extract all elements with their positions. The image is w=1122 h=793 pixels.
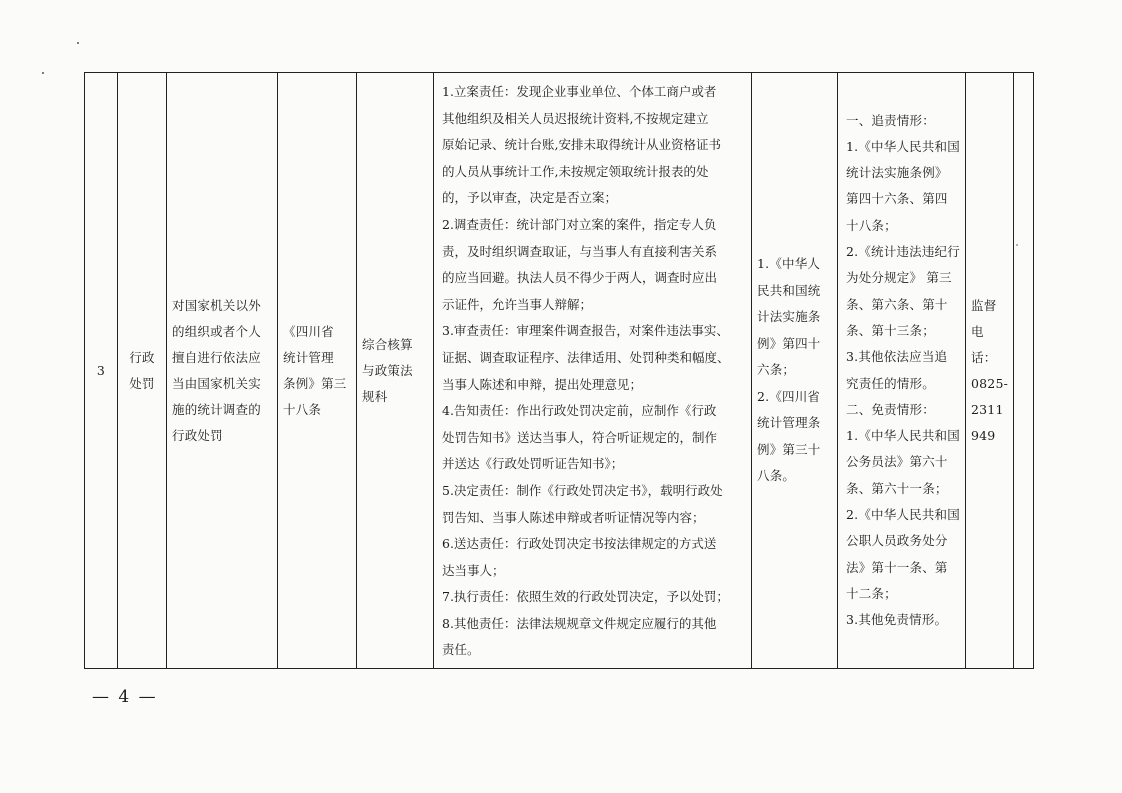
supervision-cell [966,73,1014,669]
power-item-name: 对国家机关以外 的组织或者个人 擅自进行依法应 当由国家机关实 施的统计调查的 行政处罚 [172,297,261,443]
responsible-department: 综合核算 与政策法 规科 [362,336,413,404]
responsibility-table [84,72,1034,669]
responsibility-items: 1.立案责任：发现企业事业单位、个体工商户或者 其他组织及相关人员迟报统计资料,不按规定建立 原始记录、统计台账,安排未取得统计从业资格证书 的人员从事统计工作,未按规定领取统计报表的处 的，予以审查，决定是否立案； 2.调查责任：统计部门对立案的案件，指定专人负 责，及时组织调查取证，与当事人有直接利害关系 的应当回避。执法人员不得少于两人，调查时应出 示证件，允许当事人辩解； 3.审查责任：审理案件调查报告，对案件违法事实、 证据、调查取证程序、法律适用、处罚种类和幅度、 当事人陈述和申辩，提出处理意见； 4.告知责任：作出行政处罚决定前，应制作《行政 处罚告知书》送达当事人，符合听证规定的，制作 并送达《行政处罚听证告知书》； 5.决定责任：制作《行政处罚决定书》，载明行政处 罚告知、当事人陈述申辩或者听证情况等内容； 6.送达责任：行政处罚决定书按法律规定的方式送 达当事人； 7.执行责任：依照生效的行政处罚决定，予以处罚； 8.其他责任：法律法规规章文件规定应履行的其他 责任。 [442,84,730,658]
scan-speck [77,42,79,44]
item-name-cell [167,73,278,669]
legal-basis: 《四川省 统计管理 条例》第三 十八条 [283,323,347,417]
remarks [1014,367,1033,375]
category-cell [118,73,167,669]
scan-speck [42,72,44,74]
duty-basis-cell [752,73,838,669]
duties-cell [434,73,752,669]
legal-basis-cell [278,73,357,669]
department-cell [357,73,434,669]
row-number: 3 [96,362,106,378]
power-category: 行政 处罚 [129,350,155,391]
supervision-phone: 监督 电 话： 0825- 2311 949 [971,297,1009,443]
row-number-cell [85,73,118,669]
page-number: — 4 — [92,687,158,707]
table-row [85,73,1034,669]
accountability-cases: 一、追责情形： 1.《中华人民共和国 统计法实施条例》 第四十六条、第四 十八条； 2.《统计违法违纪行 为处分规定》 第三 条、第六条、第十 条、第十三条； 3.其他依法应当追 究责任的情形。 二、免责情形： 1.《中华人民共和国 公务员法》第六十 条、第六十一条； 2.《中华人民共和国 公职人员政务处分 法》第十一条、第 十二条； 3.其他免责情形。 [846,112,960,628]
remarks-cell [1014,73,1034,669]
responsibility-basis: 1.《中华人 民共和国统 计法实施条 例》第四十 六条； 2.《四川省 统计管理条 例》第三十 八条。 [757,256,821,484]
accountability-cell [838,73,966,669]
